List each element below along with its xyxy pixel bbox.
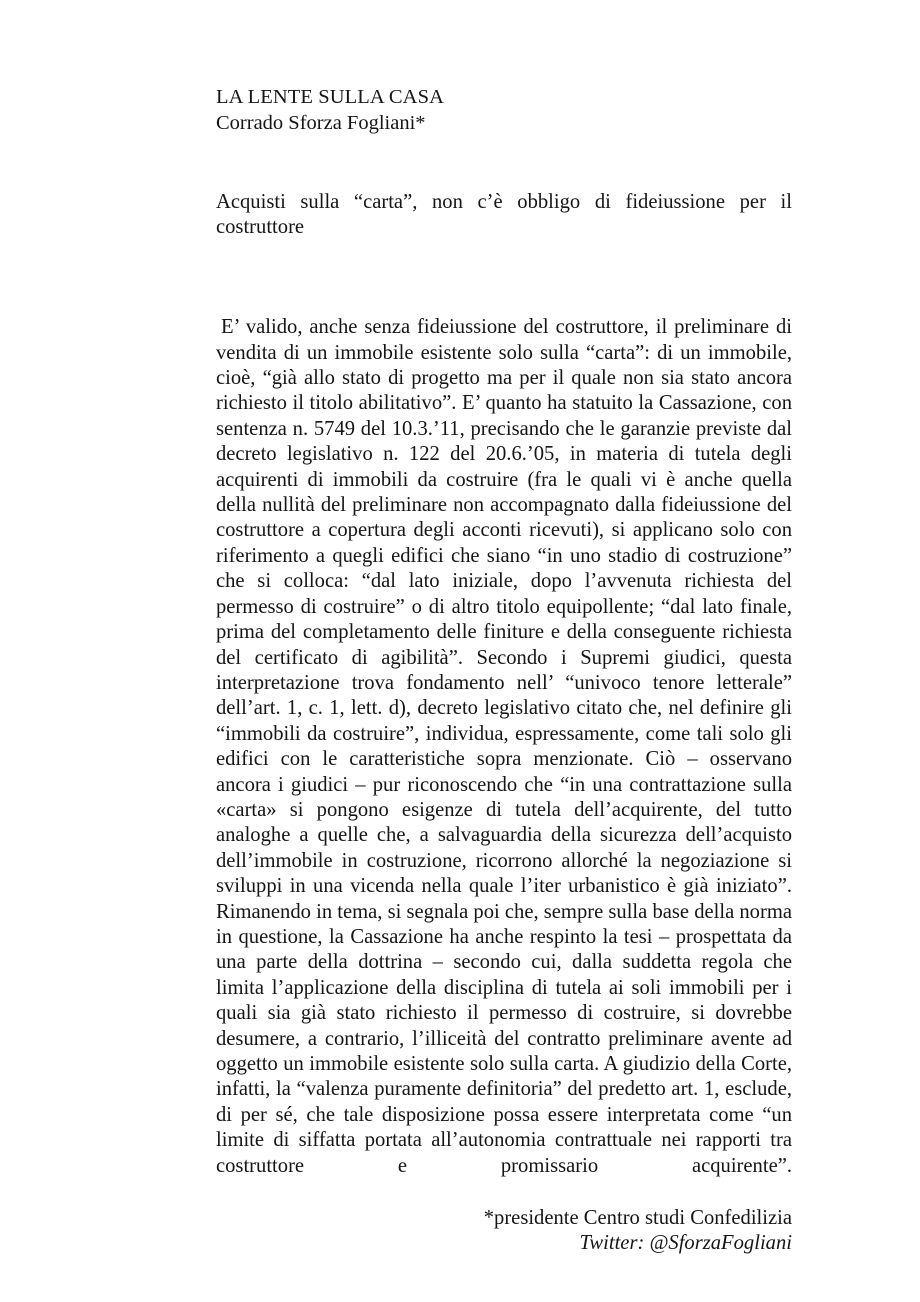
- article-headline: Acquisti sulla “carta”, non c’è obbligo di fideiussione per il costruttore: [216, 191, 792, 239]
- column-title: LA LENTE SULLA CASA: [216, 86, 444, 108]
- author-twitter-handle: Twitter: @SforzaFogliani: [579, 1232, 792, 1255]
- author-role: *presidente Centro studi Confedilizia: [483, 1207, 792, 1229]
- signature-block: [216, 1206, 792, 1257]
- author-byline: Corrado Sforza Fogliani*: [216, 112, 426, 134]
- article-column: [216, 190, 792, 1204]
- article-body: E’ valido, anche senza fideiussione del costruttore, il preliminare di vendita di un immobile esistente solo sulla “carta”: di un immobile, cioè, “già allo stato di progetto ma per il quale non sia stato ancora richiesto il titolo abilitativo”. E’ quanto ha statuito la Cassazione, con sentenza n. 5749 del 10.3.’11, precisando che le garanzie previste dal decreto legislativo n. 122 del 20.6.’05, in materia di tutela degli acquirenti di immobili da costruire (fra le quali vi è anche quella della nullità del preliminare non accompagnato dalla fideiussione del costruttore a copertura degli acconti ricevuti), si applicano solo con riferimento a quegli edifici che siano “in uno stadio di costruzione” che si colloca: “dal lato iniziale, dopo l’avvenuta richiesta del permesso di costruire” o di altro titolo equipollente; “dal lato finale, prima del completamento delle finiture e della conseguente richiesta del certificato di agibilità”. Secondo i Supremi giudici, questa interpretazione trova fondamento nell’ “univoco tenore letterale” dell’art. 1, c. 1, lett. d), decreto legislativo citato che, nel definire gli “immobili da costruire”, individua, espressamente, come tali solo gli edifici con le caratteristiche sopra menzionate. Ciò – osservano ancora i giudici – pur riconoscendo che “in una contrattazione sulla «carta» si pongono esigenze di tutela dell’acquirente, del tutto analoghe a quelle che, a salvaguardia della sicurezza dell’acquisto dell’immobile in costruzione, ricorrono allorché la negoziazione si sviluppi in una vicenda nella quale l’iter urbanistico è già iniziato”. Rimanendo in tema, si segnala poi che, sempre sulla base della norma in questione, la Cassazione ha anche respinto la tesi – prospettata da una parte della dottrina – secondo cui, dalla suddetta regola che limita l’applicazione della disciplina di tutela ai soli immobili per i quali sia già stato richiesto il permesso di costruire, si dovrebbe desumere, a contrario, l’illiceità del contratto preliminare avente ad oggetto un immobile esistente solo sulla carta. A giudizio della Corte, infatti, la “valenza puramente definitoria” del predetto art. 1, esclude, di per sé, che tale disposizione possa essere interpretata come “un limite di siffatta portata all’autonomia contrattuale nei rapporti tra costruttore e promissario acquirente”.: [216, 316, 792, 1177]
- masthead: [216, 84, 792, 136]
